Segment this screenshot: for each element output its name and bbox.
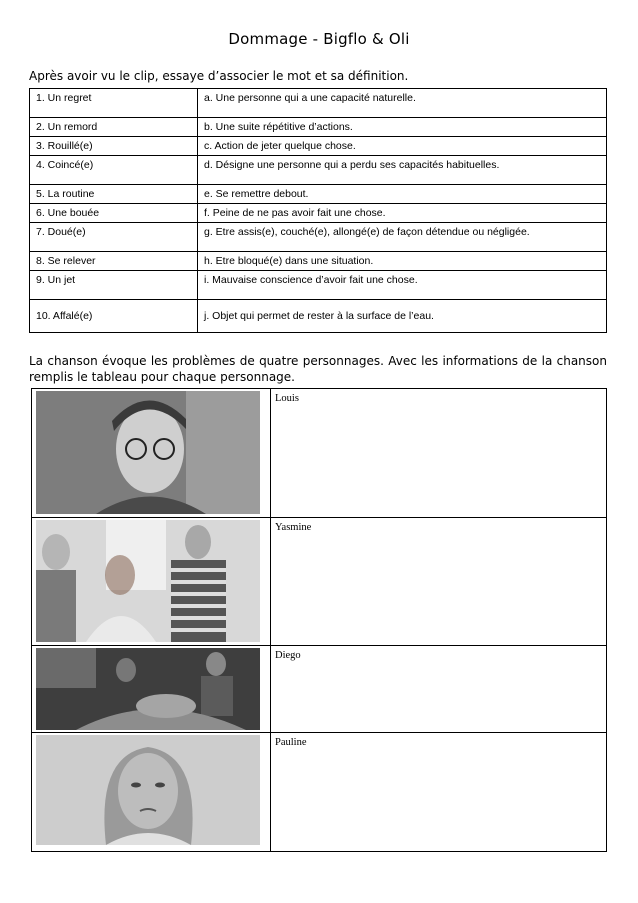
character-name-pauline: Pauline (271, 733, 607, 852)
portrait-image (36, 391, 260, 514)
characters-instruction: La chanson évoque les problèmes de quatre personnages. Avec les informations de la chanson remplis le tableau pour chaque personnage. (29, 354, 607, 384)
characters-table (31, 388, 607, 852)
table-row (30, 89, 607, 118)
table-row (30, 223, 607, 252)
table-row (32, 733, 607, 852)
table-row (30, 252, 607, 271)
word-cell: 6. Une bouée (30, 204, 198, 223)
scene-image (36, 648, 260, 730)
definition-cell: b. Une suite répétitive d’actions. (198, 118, 607, 137)
character-name-yasmine: Yasmine (271, 518, 607, 646)
photo-diego (36, 648, 260, 730)
definition-cell: j. Objet qui permet de rester à la surface de l’eau. (198, 300, 607, 333)
photo-yasmine (36, 520, 260, 642)
definition-cell: a. Une personne qui a une capacité naturelle. (198, 89, 607, 118)
word-cell: 4. Coincé(e) (30, 156, 198, 185)
word-cell: 3. Rouillé(e) (30, 137, 198, 156)
table-row (30, 204, 607, 223)
definition-cell: h. Etre bloqué(e) dans une situation. (198, 252, 607, 271)
scene-image (36, 520, 260, 642)
table-row (30, 137, 607, 156)
definition-cell: e. Se remettre debout. (198, 185, 607, 204)
table-row (30, 271, 607, 300)
word-cell: 5. La routine (30, 185, 198, 204)
matching-table (29, 88, 607, 333)
character-name-diego: Diego (271, 646, 607, 733)
definition-cell: c. Action de jeter quelque chose. (198, 137, 607, 156)
portrait-image (36, 735, 260, 845)
table-row (30, 118, 607, 137)
definition-cell: f. Peine de ne pas avoir fait une chose. (198, 204, 607, 223)
word-cell: 9. Un jet (30, 271, 198, 300)
character-name-louis: Louis (271, 389, 607, 518)
word-cell: 8. Se relever (30, 252, 198, 271)
word-cell: 7. Doué(e) (30, 223, 198, 252)
matching-instruction: Après avoir vu le clip, essaye d’associer le mot et sa définition. (29, 69, 409, 83)
definition-cell: i. Mauvaise conscience d’avoir fait une chose. (198, 271, 607, 300)
table-row (32, 389, 607, 518)
photo-louis (36, 391, 260, 514)
photo-pauline (36, 735, 260, 845)
definition-cell: d. Désigne une personne qui a perdu ses capacités habituelles. (198, 156, 607, 185)
word-cell: 1. Un regret (30, 89, 198, 118)
definition-cell: g. Etre assis(e), couché(e), allongé(e) de façon détendue ou négligée. (198, 223, 607, 252)
table-row (32, 646, 607, 733)
page-title: Dommage - Bigflo & Oli (228, 30, 410, 48)
table-row (30, 156, 607, 185)
word-cell: 2. Un remord (30, 118, 198, 137)
table-row (32, 518, 607, 646)
table-row (30, 185, 607, 204)
table-row (30, 300, 607, 333)
word-cell: 10. Affalé(e) (30, 300, 198, 333)
